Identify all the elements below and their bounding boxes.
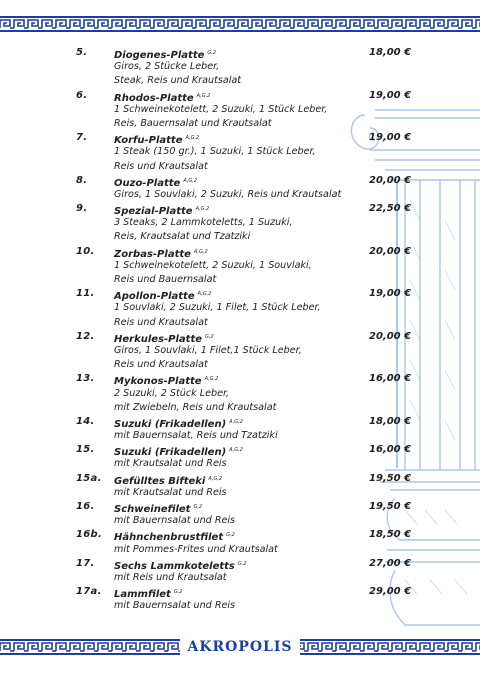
item-title-text: Spezial-Platte bbox=[114, 206, 193, 218]
item-description: Reis und Krautsalat bbox=[114, 316, 208, 328]
item-title-text: Suzuki (Frikadellen) bbox=[114, 447, 227, 459]
allergen-codes: A,G,2 bbox=[183, 177, 198, 184]
item-title-text: Gefülltes Bifteki bbox=[114, 475, 206, 487]
item-title-text: Hähnchenbrustfilet bbox=[114, 532, 224, 544]
item-price: 20,00 € bbox=[369, 174, 412, 186]
item-description: Reis und Bauernsalat bbox=[114, 274, 217, 285]
item-description: Giros, 2 Stücke Leber, bbox=[114, 61, 220, 73]
menu-item bbox=[0, 46, 480, 89]
item-price: 19,00 € bbox=[369, 132, 412, 144]
item-number: 17a. bbox=[76, 586, 102, 598]
item-price: 16,00 € bbox=[369, 444, 412, 456]
item-description: mit Bauernsalat und Reis bbox=[114, 600, 236, 612]
allergen-codes: A,G,2 bbox=[204, 376, 219, 383]
item-description: mit Bauernsalat, Reis und Tzatziki bbox=[114, 430, 278, 442]
allergen-codes: A,G,2 bbox=[185, 135, 200, 142]
menu-item bbox=[0, 287, 480, 330]
item-description: 3 Steaks, 2 Lammkoteletts, 1 Suzuki, bbox=[114, 217, 293, 229]
item-number: 16. bbox=[76, 501, 95, 512]
item-title-text: Lammfilet bbox=[114, 589, 171, 601]
menu-item bbox=[0, 202, 480, 245]
item-number: 9. bbox=[76, 203, 88, 215]
item-title-text: Rhodos-Platte bbox=[114, 92, 194, 104]
item-description: Reis, Krautsalat und Tzatziki bbox=[114, 231, 251, 243]
item-price: 19,00 € bbox=[369, 89, 412, 101]
menu-item bbox=[0, 500, 480, 528]
item-number: 10. bbox=[76, 245, 95, 257]
item-price: 18,00 € bbox=[369, 415, 412, 427]
allergen-codes: A,G,2 bbox=[229, 418, 243, 425]
item-number: 5. bbox=[76, 47, 88, 58]
item-title-text: Diogenes-Platte bbox=[114, 50, 205, 61]
allergen-codes: G,2 bbox=[205, 333, 214, 340]
item-number: 6. bbox=[76, 89, 88, 101]
item-price: 19,00 € bbox=[369, 288, 412, 300]
menu-item bbox=[0, 372, 480, 415]
item-description: Reis und Krautsalat bbox=[114, 359, 208, 371]
menu-list bbox=[0, 46, 480, 614]
item-description: mit Krautsalat und Reis bbox=[114, 458, 227, 470]
allergen-codes: G,2 bbox=[237, 560, 247, 567]
item-description: Reis und Krautsalat bbox=[114, 160, 208, 172]
item-description: mit Reis und Krautsalat bbox=[114, 571, 227, 583]
item-price: 20,00 € bbox=[369, 330, 412, 342]
greek-key-border-top bbox=[0, 16, 480, 32]
item-description: 1 Schweinekotelett, 2 Suzuki, 1 Souvlaki, bbox=[114, 259, 312, 271]
item-description: Steak, Reis und Krautsalat bbox=[114, 75, 242, 87]
item-price: 29,00 € bbox=[369, 586, 412, 598]
item-title-text: Korfu-Platte bbox=[114, 135, 183, 147]
allergen-codes: G,2 bbox=[207, 50, 217, 56]
menu-item bbox=[0, 585, 480, 613]
allergen-codes: G,2 bbox=[226, 532, 235, 539]
menu-item bbox=[0, 557, 480, 585]
item-title-text: Ouzo-Platte bbox=[114, 177, 181, 189]
item-number: 14. bbox=[76, 415, 95, 427]
restaurant-name: AKROPOLIS bbox=[180, 637, 300, 657]
item-description: Reis, Bauernsalat und Krautsalat bbox=[114, 117, 272, 129]
item-description: 2 Suzuki, 2 Stück Leber, bbox=[114, 387, 230, 399]
item-description: mit Zwiebeln, Reis und Krautsalat bbox=[114, 401, 277, 413]
item-number: 11. bbox=[76, 288, 95, 300]
item-number: 13. bbox=[76, 373, 95, 385]
item-price: 20,00 € bbox=[369, 245, 412, 257]
item-number: 12. bbox=[76, 330, 95, 342]
item-number: 16b. bbox=[76, 529, 103, 541]
menu-item bbox=[0, 330, 480, 373]
item-description: 1 Steak (150 gr.), 1 Suzuki, 1 Stück Leber, bbox=[114, 146, 316, 158]
item-title-text: Mykonos-Platte bbox=[114, 376, 202, 388]
item-title-text: Herkules-Platte bbox=[114, 333, 203, 345]
allergen-codes: G,2 bbox=[193, 504, 203, 510]
menu-item bbox=[0, 89, 480, 132]
menu-item bbox=[0, 528, 480, 556]
item-title-text: Schweinefilet bbox=[114, 504, 191, 515]
item-price: 19,50 € bbox=[369, 501, 412, 512]
item-title-text: Apollon-Platte bbox=[114, 291, 195, 303]
allergen-codes: A,G,2 bbox=[195, 206, 210, 213]
allergen-codes: A,G,2 bbox=[196, 92, 211, 99]
item-price: 22,50 € bbox=[369, 203, 412, 215]
item-number: 7. bbox=[76, 132, 88, 144]
item-price: 19,50 € bbox=[369, 472, 412, 484]
item-description: mit Krautsalat und Reis bbox=[114, 486, 227, 498]
allergen-codes: G,2 bbox=[173, 589, 183, 596]
allergen-codes: A,G,2 bbox=[208, 475, 223, 482]
allergen-codes: A,G,2 bbox=[193, 248, 208, 255]
menu-item bbox=[0, 443, 480, 471]
item-description: mit Bauernsalat und Reis bbox=[114, 515, 236, 527]
item-price: 16,00 € bbox=[369, 373, 412, 385]
item-title-text: Zorbas-Platte bbox=[114, 248, 191, 260]
item-price: 18,00 € bbox=[369, 47, 412, 58]
item-description: mit Pommes-Frites und Krautsalat bbox=[114, 543, 278, 555]
menu-item bbox=[0, 245, 480, 288]
allergen-codes: A,G,2 bbox=[229, 447, 243, 454]
item-description: 1 Schweinekotelett, 2 Suzuki, 1 Stück Leber, bbox=[114, 103, 328, 115]
item-number: 15. bbox=[76, 444, 95, 456]
item-title-text: Sechs Lammkoteletts bbox=[114, 560, 235, 572]
menu-item bbox=[0, 174, 480, 202]
menu-item bbox=[0, 131, 480, 174]
item-description: Giros, 1 Souvlaki, 1 Filet,1 Stück Leber, bbox=[114, 344, 302, 356]
item-price: 27,00 € bbox=[369, 557, 412, 569]
item-number: 8. bbox=[76, 174, 88, 186]
item-title-text: Suzuki (Frikadellen) bbox=[114, 418, 227, 430]
item-description: Giros, 1 Souvlaki, 2 Suzuki, Reis und Krautsalat bbox=[114, 188, 342, 200]
menu-item bbox=[0, 415, 480, 443]
item-description: 1 Souvlaki, 2 Suzuki, 1 Filet, 1 Stück Leber, bbox=[114, 302, 321, 314]
item-number: 17. bbox=[76, 557, 95, 569]
item-number: 15a. bbox=[76, 472, 102, 484]
allergen-codes: A,G,2 bbox=[197, 291, 212, 298]
item-price: 18,50 € bbox=[369, 529, 412, 541]
menu-item bbox=[0, 472, 480, 500]
